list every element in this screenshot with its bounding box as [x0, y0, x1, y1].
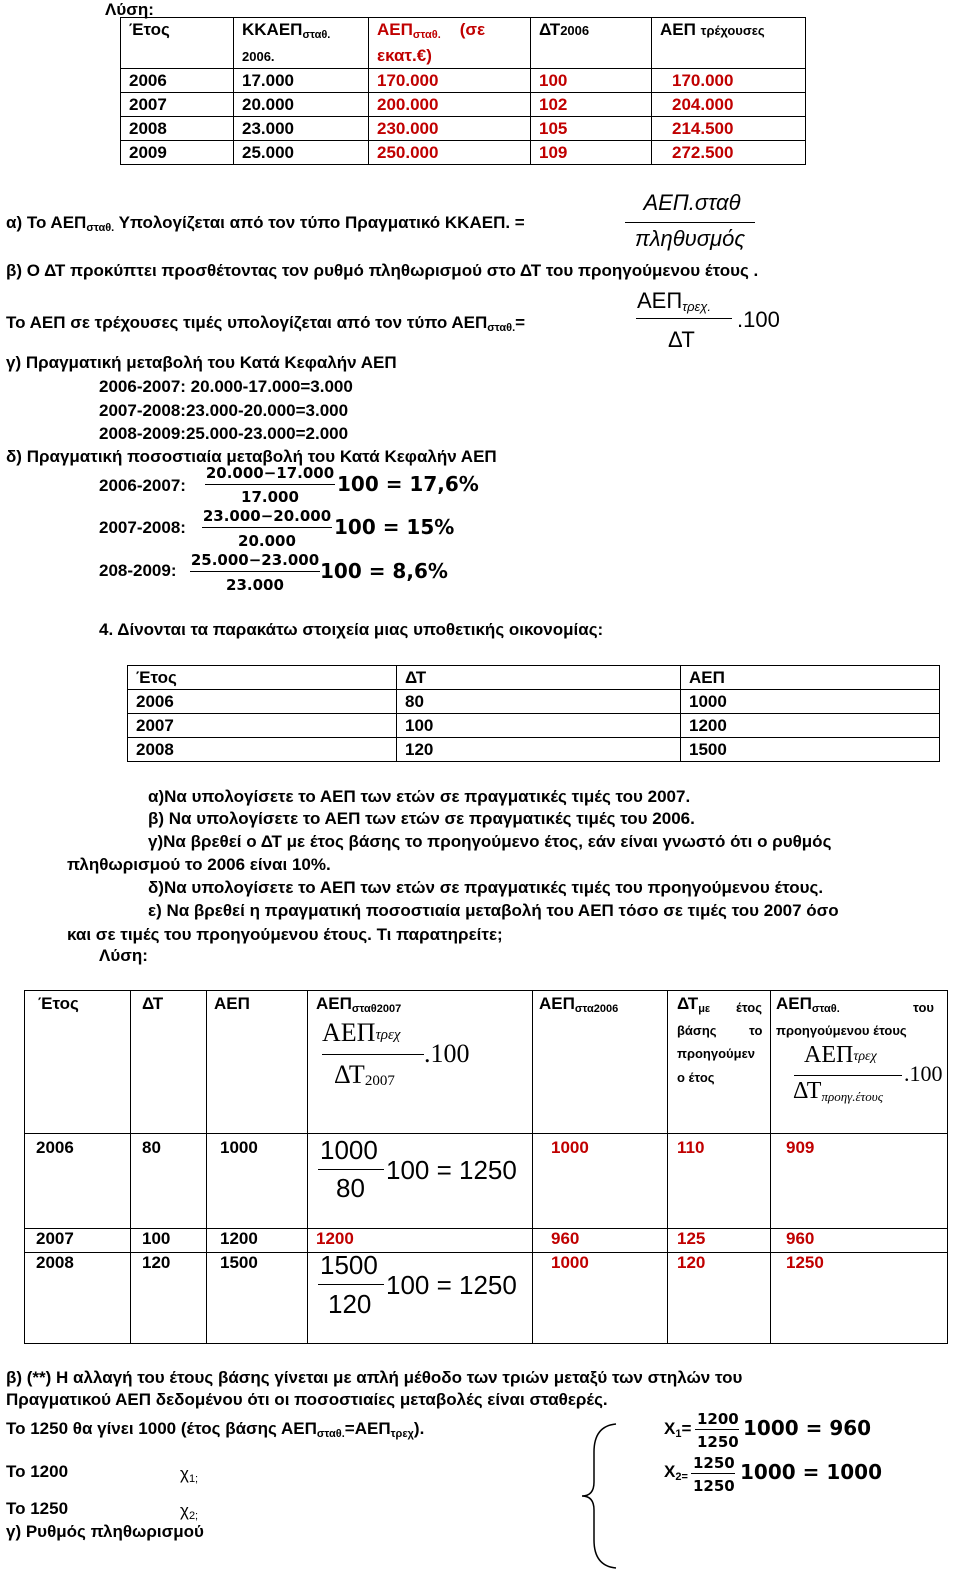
- fraction-line: [205, 484, 335, 485]
- formula-c-numerator: $AE\Pi_{\tau\rho\varepsilon\chi.}$: [637, 288, 711, 314]
- table-row: 2009 25.000 250.000 109 272.500: [121, 141, 806, 165]
- t2-header-dtprev: $\Delta T_{\mu\varepsilon}$: [677, 994, 711, 1015]
- fraction-line: [636, 318, 732, 319]
- f1-denominator: $\Delta T_{2007}$: [334, 1060, 395, 1089]
- d3-numerator: 25.000−23.000: [190, 551, 320, 569]
- d-title: δ) Πραγματική ποσοστιαία μεταβολή του Κατά Κεφαλήν ΑΕΠ: [6, 447, 497, 466]
- bottom-b-5: Το 1250: [6, 1499, 69, 1518]
- solution-label-2: Λύση:: [99, 946, 148, 965]
- x1-label: $X_1=$: [664, 1419, 692, 1440]
- line-c: Το ΑΕΠ σε τρέχουσες τιμές υπολογίζεται από τον τύπο $AE\Pi_{\sigma\tau\alpha\theta.}=$: [6, 313, 526, 334]
- d3-label: 208-2009:: [99, 561, 177, 580]
- fraction-line: [322, 1054, 424, 1055]
- d3-result: 100 = 8,6%: [320, 559, 448, 583]
- f2-numerator: $AE\Pi_{\tau\rho\varepsilon\chi}$: [804, 1042, 877, 1068]
- header-kkaep: $KKAE\Pi_{\sigma\tau\alpha\theta.}$ 2006.: [234, 18, 369, 69]
- d1-numerator: 20.000−17.000: [205, 464, 335, 482]
- fraction-line: [695, 1429, 739, 1430]
- d2-denominator: 20.000: [238, 532, 296, 550]
- g-title: γ) Πραγματική μεταβολή του Κατά Κεφαλήν ΑΕΠ: [6, 353, 397, 372]
- formula-a-numerator: ΑΕΠ.σταθ: [643, 190, 741, 215]
- line-a: α) Το $AE\Pi_{\sigma\tau\alpha\theta.}$ Υπολογίζεται από τον τύπο Πραγματικό ΚΚΑΕΠ. =: [6, 213, 525, 234]
- question-e-2: και σε τιμές του προηγούμενου έτους. Τι παρατηρείτε;: [67, 925, 503, 944]
- g-line-3: 2008-2009:25.000-23.000=2.000: [99, 424, 349, 443]
- question-c-2: πληθωρισμού το 2006 είναι 10%.: [67, 855, 331, 874]
- question-d: δ)Να υπολογίσετε το ΑΕΠ των ετών σε πραγματικές τιμές του προηγούμενου έτους.: [148, 878, 824, 897]
- d2-label: 2007-2008:: [99, 518, 186, 537]
- table-row: 2007 100 1200: [128, 714, 940, 738]
- header-dt: ΔΤ2006: [531, 18, 652, 69]
- header-year: Έτος: [121, 18, 234, 69]
- table-row: 2008 23.000 230.000 105 214.500: [121, 117, 806, 141]
- x2-denominator: 1250: [693, 1477, 735, 1495]
- table-row: 2007 20.000 200.000 102 204.000: [121, 93, 806, 117]
- d1-label: 2006-2007:: [99, 476, 186, 495]
- table-row: 2006 80 1000: [128, 690, 940, 714]
- t2-header-year: Έτος: [38, 994, 79, 1013]
- formula-c-mult: .100: [737, 307, 780, 332]
- d3-denominator: 23.000: [226, 576, 284, 594]
- bottom-b-6: γ) Ρυθμός πληθωρισμού: [6, 1522, 204, 1541]
- question-e-1: ε) Να βρεθεί η πραγματική ποσοστιαία μεταβολή του ΑΕΠ τόσο σε τιμές του 2007 όσο: [148, 901, 839, 920]
- table-row: 2008 120 1500: [128, 738, 940, 762]
- solution-table-1: [120, 17, 806, 165]
- fraction-line: [202, 527, 332, 528]
- t2-header-stath2006: $AE\Pi_{\sigma\tau\alpha 2006}$: [539, 994, 619, 1015]
- formula-c-denominator: ΔΤ: [668, 327, 695, 352]
- question-c-1: γ)Να βρεθεί ο ΔΤ με έτος βάσης το προηγούμενο έτος, εάν είναι γνωστό ότι ο ρυθμός: [148, 832, 832, 851]
- g-line-1: 2006-2007: 20.000-17.000=3.000: [99, 377, 353, 396]
- fraction-line: [794, 1075, 902, 1076]
- t2-header-stath2007: $AE\Pi_{\sigma\tau\alpha\theta 2007}$: [316, 994, 402, 1015]
- bottom-x2-label: $\chi_{2;}$: [180, 1501, 199, 1522]
- f1-numerator: $AE\Pi_{\tau\rho\varepsilon\chi}$: [322, 1018, 401, 1047]
- line-b: β) Ο ΔΤ προκύπτει προσθέτοντας τον ρυθμό πληθωρισμού στο ΔΤ του προηγούμενου έτους .: [6, 261, 759, 280]
- x2-numerator: 1250: [693, 1454, 735, 1472]
- solution-label-1: Λύση:: [105, 0, 154, 19]
- fraction-line: [625, 222, 755, 223]
- f1-mult: .100: [424, 1039, 470, 1068]
- fraction-line: [190, 571, 320, 572]
- d2-numerator: 23.000−20.000: [202, 507, 332, 525]
- question-b: β) Να υπολογίσετε το ΑΕΠ των ετών σε πραγματικές τιμές του 2006.: [148, 809, 695, 828]
- exercise-4-title: 4. Δίνονται τα παρακάτω στοιχεία μιας υποθετικής οικονομίας:: [99, 620, 604, 639]
- question-a: α)Να υπολογίσετε το ΑΕΠ των ετών σε πραγματικές τιμές του 2007.: [148, 787, 691, 806]
- f2-denominator: $\Delta T_{\pi\rho o\eta\gamma.έ\tau o\upsilon\varsigma}$: [793, 1078, 884, 1104]
- f2-mult: .100: [904, 1061, 943, 1086]
- bottom-b-4: Το 1200: [6, 1462, 69, 1481]
- d1-denominator: 17.000: [241, 488, 299, 506]
- x1-result: 1000 = 960: [743, 1416, 872, 1440]
- header-aep-current: ΑΕΠ τρέχουσες: [652, 18, 806, 69]
- g-line-2: 2007-2008:23.000-20.000=3.000: [99, 401, 349, 420]
- t2-header-aep: ΑΕΠ: [214, 994, 250, 1013]
- d1-result: 100 = 17,6%: [337, 472, 479, 496]
- exercise-4-table: Έτος ΔΤ ΑΕΠ 2006 80 1000 2007 100 1200 2008 120 1500: [127, 665, 940, 762]
- fraction-line: [691, 1473, 735, 1474]
- t2-header-dt: ΔΤ: [142, 994, 164, 1013]
- d2-result: 100 = 15%: [334, 515, 455, 539]
- bottom-x1-label: $\chi_{1;}$: [180, 1464, 199, 1485]
- x1-numerator: 1200: [697, 1410, 739, 1428]
- bottom-b-2: Πραγματικού ΑΕΠ δεδομένου ότι οι ποσοστιαίες μεταβολές είναι σταθερές.: [6, 1390, 608, 1409]
- bottom-b-1: β) (**) Η αλλαγή του έτους βάσης γίνεται με απλή μέθοδο των τριών μεταξύ των στηλών του: [6, 1368, 743, 1387]
- x2-label: $X_{2=}$: [664, 1462, 688, 1483]
- bottom-b-3: Το 1250 θα γίνει 1000 (έτος βάσης $AE\Pi_{\sigma\tau\alpha\theta.}=AE\Pi_{\tau\rho\varepsilon\chi}$).: [6, 1419, 425, 1440]
- table-row: 2006 17.000 170.000 100 170.000: [121, 69, 806, 93]
- x2-result: 1000 = 1000: [740, 1460, 883, 1484]
- x1-denominator: 1250: [697, 1433, 739, 1451]
- header-aep-stath: $AE\Pi_{\sigma\tau\alpha\theta.}$ (σε εκατ.€): [369, 18, 531, 69]
- t2-header-prev: $AE\Pi_{\sigma\tau\alpha\theta.}$: [776, 994, 840, 1015]
- curly-brace-icon: [580, 1422, 620, 1570]
- formula-a-denominator: πληθυσμός: [634, 226, 746, 251]
